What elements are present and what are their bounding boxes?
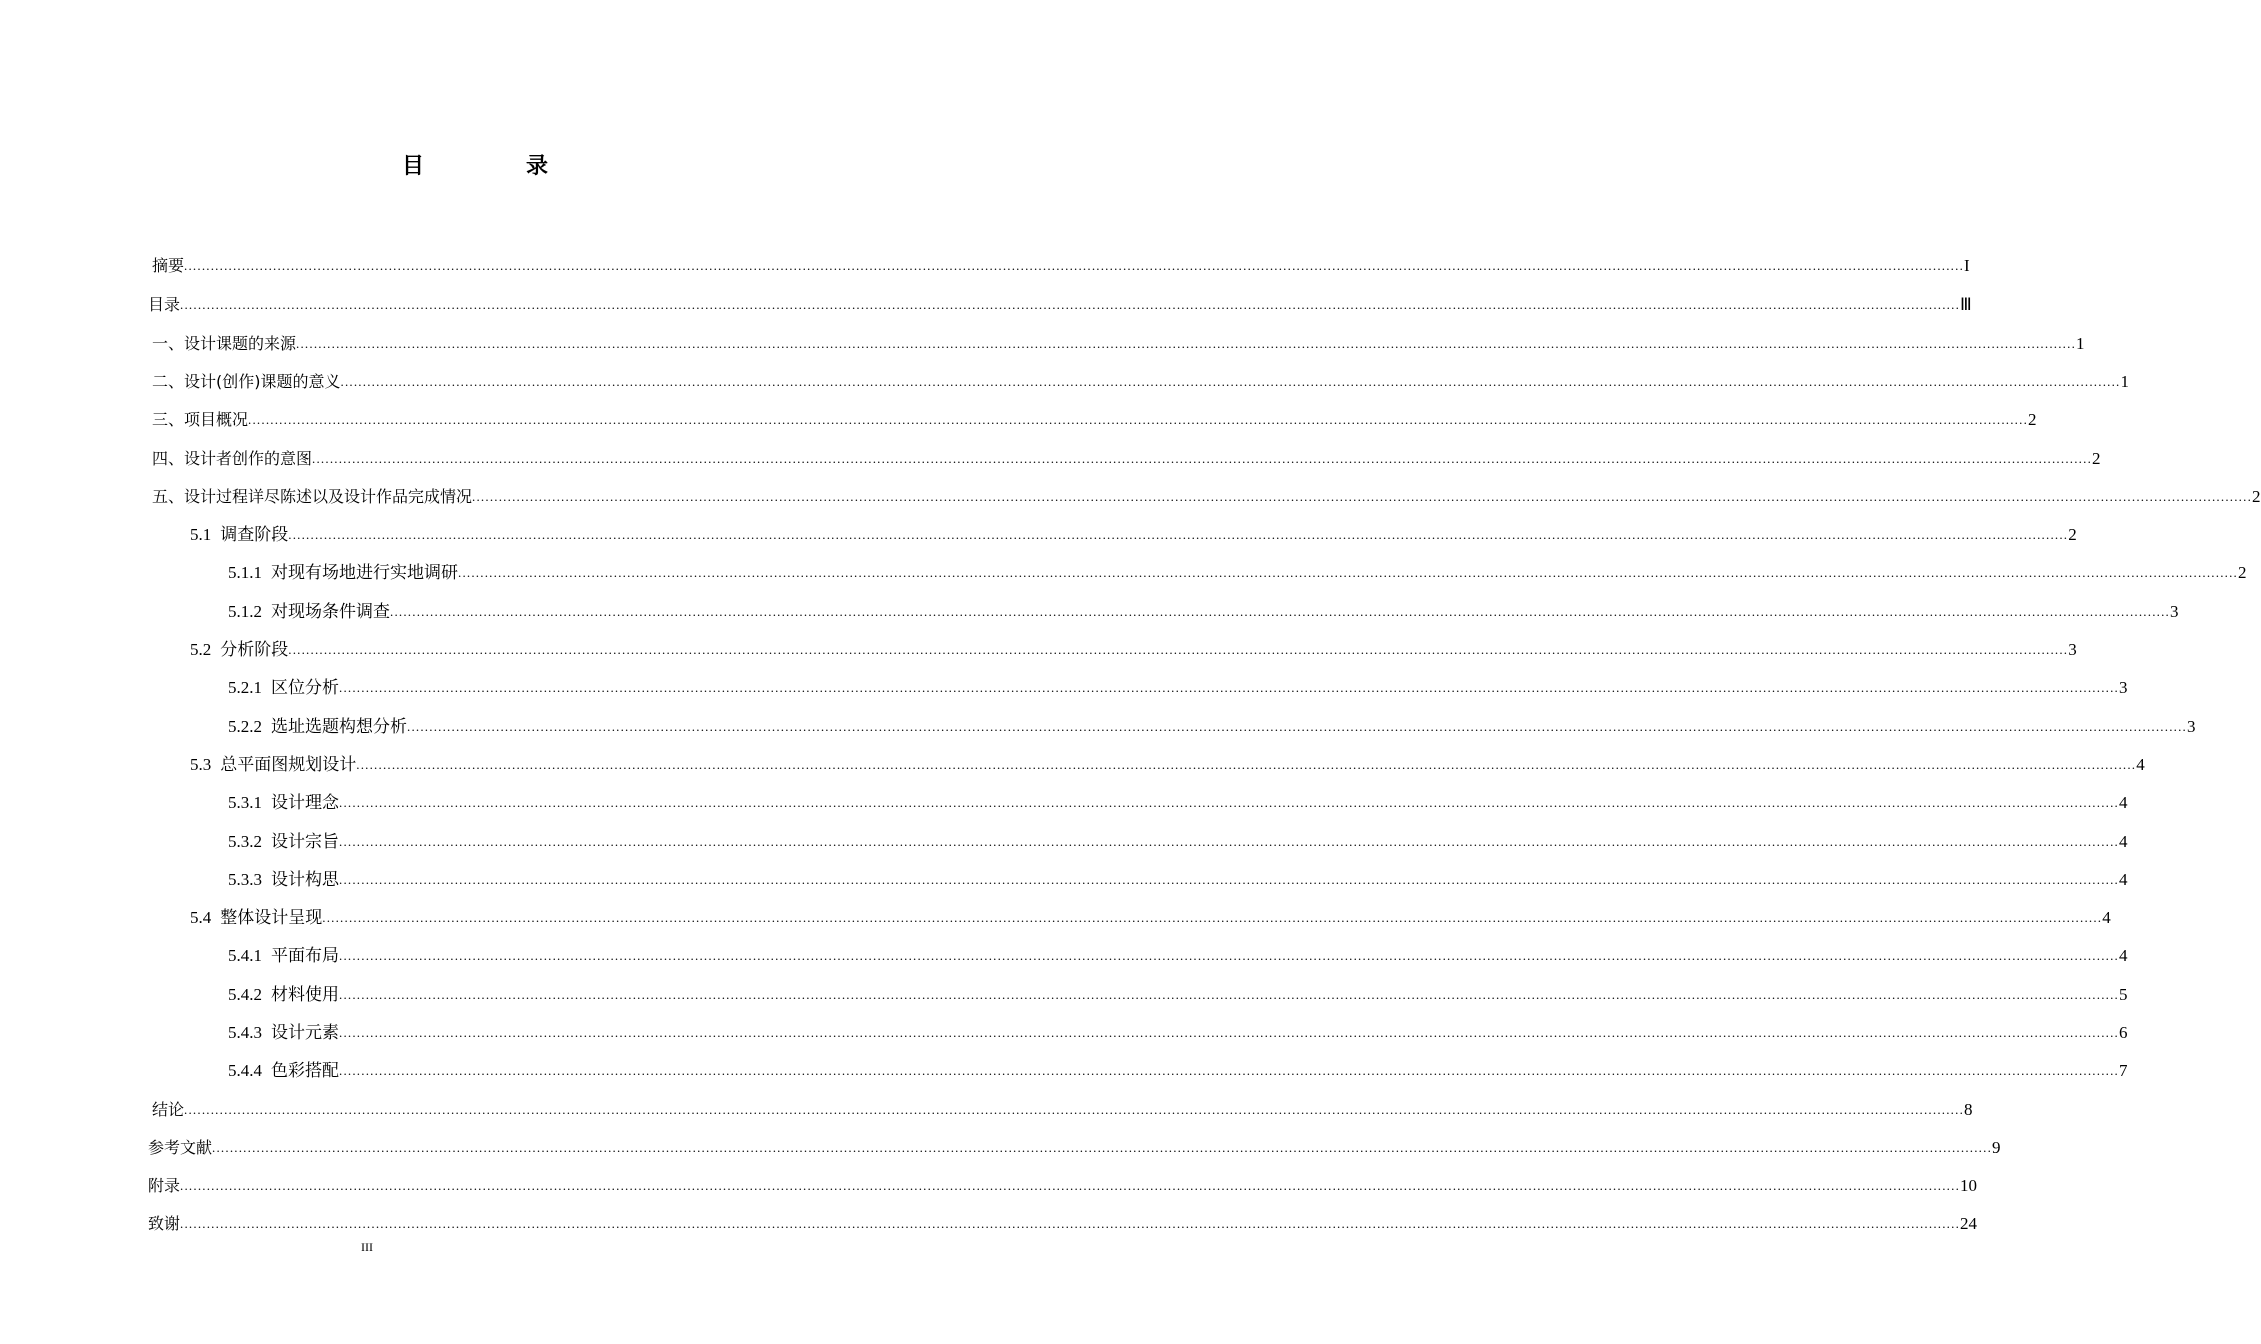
toc-entry-label (148, 1173, 180, 1199)
toc-entry[interactable] (152, 253, 1970, 279)
toc-entry-label (148, 1135, 212, 1161)
toc-entry-page: 4 (2119, 946, 2128, 965)
toc-dot-leader: ................................................................................................................................................................................................................................................................................................................................................................................................................ (458, 565, 2238, 580)
toc-entry-text: 附录 (148, 1176, 181, 1195)
toc-entry-label (148, 1211, 180, 1237)
toc-entry-number: 5.4.1 (228, 946, 262, 965)
toc-entry-label (228, 599, 390, 625)
toc-dot-leader: ................................................................................................................................................................................................................................................................................................................................................................................................................ (184, 1102, 1965, 1117)
toc-dot-leader: ................................................................................................................................................................................................................................................................................................................................................................................................................ (339, 987, 2119, 1002)
toc-entry-page: 2 (2028, 410, 2037, 429)
toc-dot-leader: ................................................................................................................................................................................................................................................................................................................................................................................................................ (339, 834, 2119, 849)
toc-entry[interactable] (148, 1211, 1978, 1237)
toc-entry-label (190, 637, 288, 663)
toc-entry-text: 分析阶段 (220, 640, 289, 659)
toc-entry-text: 材料使用 (271, 985, 339, 1004)
toc-dot-leader: ................................................................................................................................................................................................................................................................................................................................................................................................................ (339, 680, 2119, 695)
toc-entry-page: 3 (2187, 717, 2196, 736)
toc-entry-text: 致谢 (148, 1214, 181, 1233)
toc-entry[interactable] (148, 292, 1972, 318)
toc-entry-page: 4 (2119, 870, 2128, 889)
toc-entry[interactable] (228, 867, 2128, 893)
toc-entry-label (190, 752, 356, 778)
toc-entry-text: 总平面图规划设计 (220, 755, 357, 774)
toc-entry-text: 设计宗旨 (271, 832, 339, 851)
toc-dot-leader: ................................................................................................................................................................................................................................................................................................................................................................................................................ (340, 374, 2121, 389)
toc-entry[interactable] (190, 522, 2077, 548)
toc-entry-page: 4 (2136, 755, 2145, 774)
toc-entry-label (152, 253, 184, 279)
toc-entry-number: 5.4.2 (228, 985, 262, 1004)
toc-entry[interactable] (190, 752, 2145, 778)
toc-entry[interactable] (228, 790, 2128, 816)
toc-entry[interactable] (148, 1173, 1978, 1199)
toc-entry-text: 二、设计(创作)课题的意义 (152, 372, 341, 391)
toc-entry-number: 5.1.1 (228, 563, 262, 582)
toc-entry-text: 四、设计者创作的意图 (152, 449, 313, 468)
toc-entry[interactable] (152, 1097, 1973, 1123)
toc-entry[interactable] (228, 829, 2128, 855)
toc-entry-page: 2 (2252, 487, 2261, 506)
toc-entry-page: 1 (2076, 334, 2085, 353)
toc-entry-page: 8 (1964, 1100, 1973, 1119)
toc-dot-leader: ................................................................................................................................................................................................................................................................................................................................................................................................................ (472, 489, 2253, 504)
toc-entry-number: 5.2 (190, 640, 212, 659)
toc-entry-page: 4 (2119, 832, 2128, 851)
toc-entry-number: 5.3.2 (228, 832, 262, 851)
toc-dot-leader: ................................................................................................................................................................................................................................................................................................................................................................................................................ (339, 795, 2119, 810)
toc-entry-label (228, 867, 339, 893)
toc-entry[interactable] (228, 675, 2128, 701)
toc-entry[interactable] (190, 905, 2111, 931)
toc-entry-page: 1 (2120, 372, 2129, 391)
toc-entry-number: 5.4.4 (228, 1061, 262, 1080)
toc-entry-page: 24 (1960, 1214, 1978, 1233)
toc-dot-leader: ................................................................................................................................................................................................................................................................................................................................................................................................................ (312, 451, 2093, 466)
toc-entry[interactable] (148, 1135, 2001, 1161)
toc-entry-page: 2 (2238, 563, 2247, 582)
toc-entry-page: Ⅲ (1960, 295, 1972, 314)
toc-entry[interactable] (152, 446, 2101, 472)
toc-entry-label (228, 714, 407, 740)
toc-entry-text: 设计元素 (271, 1023, 339, 1042)
page-title: 目 录 (401, 154, 588, 179)
toc-entry-text: 色彩搭配 (271, 1061, 339, 1080)
toc-entry-label (152, 446, 312, 472)
toc-dot-leader: ................................................................................................................................................................................................................................................................................................................................................................................................................ (356, 757, 2137, 772)
toc-entry-label (228, 790, 339, 816)
toc-entry[interactable] (228, 1020, 2128, 1046)
toc-entry-label (152, 1097, 184, 1123)
toc-entry-label (228, 675, 339, 701)
toc-entry-text: 参考文献 (148, 1138, 213, 1157)
toc-entry-page: 6 (2119, 1023, 2128, 1042)
toc-dot-leader: ................................................................................................................................................................................................................................................................................................................................................................................................................ (180, 297, 1961, 312)
toc-dot-leader: ................................................................................................................................................................................................................................................................................................................................................................................................................ (296, 336, 2077, 351)
toc-entry[interactable] (152, 407, 2037, 433)
toc-dot-leader: ................................................................................................................................................................................................................................................................................................................................................................................................................ (184, 258, 1965, 273)
toc-entry-label (228, 829, 339, 855)
toc-entry-text: 调查阶段 (220, 525, 289, 544)
toc-entry-number: 5.1.2 (228, 602, 262, 621)
toc-entry[interactable] (228, 982, 2128, 1008)
toc-entry-label (228, 982, 339, 1008)
toc-entry-page: 2 (2068, 525, 2077, 544)
toc-entry[interactable] (228, 1058, 2128, 1084)
toc-entry-text: 一、设计课题的来源 (152, 334, 297, 353)
toc-entry-page: 4 (2102, 908, 2111, 927)
toc-entry-number: 5.2.2 (228, 717, 262, 736)
toc-entry-text: 结论 (152, 1100, 185, 1119)
toc-entry-label (228, 1058, 339, 1084)
toc-entry[interactable] (152, 484, 2261, 510)
toc-dot-leader: ................................................................................................................................................................................................................................................................................................................................................................................................................ (339, 1025, 2119, 1040)
toc-dot-leader: ................................................................................................................................................................................................................................................................................................................................................................................................................ (212, 1140, 1993, 1155)
toc-entry-text: 整体设计呈现 (220, 908, 323, 927)
page-number: III (361, 1240, 373, 1254)
toc-dot-leader: ................................................................................................................................................................................................................................................................................................................................................................................................................ (407, 719, 2187, 734)
toc-entry[interactable] (228, 560, 2247, 586)
toc-entry-text: 选址选题构想分析 (271, 717, 407, 736)
toc-entry-label (228, 1020, 339, 1046)
toc-entry-text: 目录 (148, 295, 181, 314)
toc-entry-text: 平面布局 (271, 946, 339, 965)
toc-entry-number: 5.3.3 (228, 870, 262, 889)
toc-entry-text: 对现有场地进行实地调研 (271, 563, 458, 582)
toc-entry-page: 4 (2119, 793, 2128, 812)
toc-entry-text: 设计理念 (271, 793, 339, 812)
toc-entry-text: 对现场条件调查 (271, 602, 390, 621)
toc-entry-number: 5.1 (190, 525, 212, 544)
toc-entry-page: 2 (2092, 449, 2101, 468)
toc-entry-text: 摘要 (152, 256, 185, 275)
toc-entry-label (152, 331, 296, 357)
toc-entry-number: 5.3 (190, 755, 212, 774)
toc-entry-page: 3 (2170, 602, 2179, 621)
toc-dot-leader: ................................................................................................................................................................................................................................................................................................................................................................................................................ (288, 527, 2069, 542)
toc-entry[interactable] (228, 599, 2179, 625)
toc-dot-leader: ................................................................................................................................................................................................................................................................................................................................................................................................................ (288, 642, 2069, 657)
toc-dot-leader: ................................................................................................................................................................................................................................................................................................................................................................................................................ (390, 604, 2170, 619)
toc-entry-label (152, 407, 248, 433)
toc-entry-label (228, 943, 339, 969)
toc-dot-leader: ................................................................................................................................................................................................................................................................................................................................................................................................................ (339, 1063, 2119, 1078)
toc-entry-text: 五、设计过程详尽陈述以及设计作品完成情况 (152, 487, 473, 506)
toc-dot-leader: ................................................................................................................................................................................................................................................................................................................................................................................................................ (180, 1178, 1961, 1193)
toc-dot-leader: ................................................................................................................................................................................................................................................................................................................................................................................................................ (180, 1216, 1961, 1231)
toc-entry-text: 设计构思 (271, 870, 339, 889)
toc-entry-text: 区位分析 (271, 678, 339, 697)
toc-dot-leader: ................................................................................................................................................................................................................................................................................................................................................................................................................ (339, 948, 2119, 963)
toc-entry[interactable] (152, 331, 2085, 357)
toc-entry-page: 7 (2119, 1061, 2128, 1080)
toc-entry[interactable] (228, 943, 2128, 969)
toc-entry-label (152, 369, 341, 395)
toc-dot-leader: ................................................................................................................................................................................................................................................................................................................................................................................................................ (248, 412, 2029, 427)
toc-entry-page: 3 (2068, 640, 2077, 659)
toc-entry-text: 三、项目概况 (152, 410, 249, 429)
toc-dot-leader: ................................................................................................................................................................................................................................................................................................................................................................................................................ (339, 872, 2119, 887)
toc-entry-number: 5.4.3 (228, 1023, 262, 1042)
toc-entry-number: 5.3.1 (228, 793, 262, 812)
toc-entry-label (228, 560, 458, 586)
toc-entry[interactable] (228, 714, 2196, 740)
toc-entry-label (190, 522, 288, 548)
toc-dot-leader: ................................................................................................................................................................................................................................................................................................................................................................................................................ (322, 910, 2103, 925)
toc-entry-page: 10 (1960, 1176, 1978, 1195)
toc-entry[interactable] (190, 637, 2077, 663)
toc-entry-number: 5.2.1 (228, 678, 262, 697)
toc-entry-page: I (1964, 256, 1970, 275)
toc-entry[interactable] (152, 369, 2129, 395)
toc-entry-label (190, 905, 322, 931)
toc-entry-number: 5.4 (190, 908, 212, 927)
toc-entry-page: 9 (1992, 1138, 2001, 1157)
toc-entry-label (152, 484, 472, 510)
toc-entry-label (148, 292, 180, 318)
toc-entry-page: 5 (2119, 985, 2128, 1004)
toc-entry-page: 3 (2119, 678, 2128, 697)
